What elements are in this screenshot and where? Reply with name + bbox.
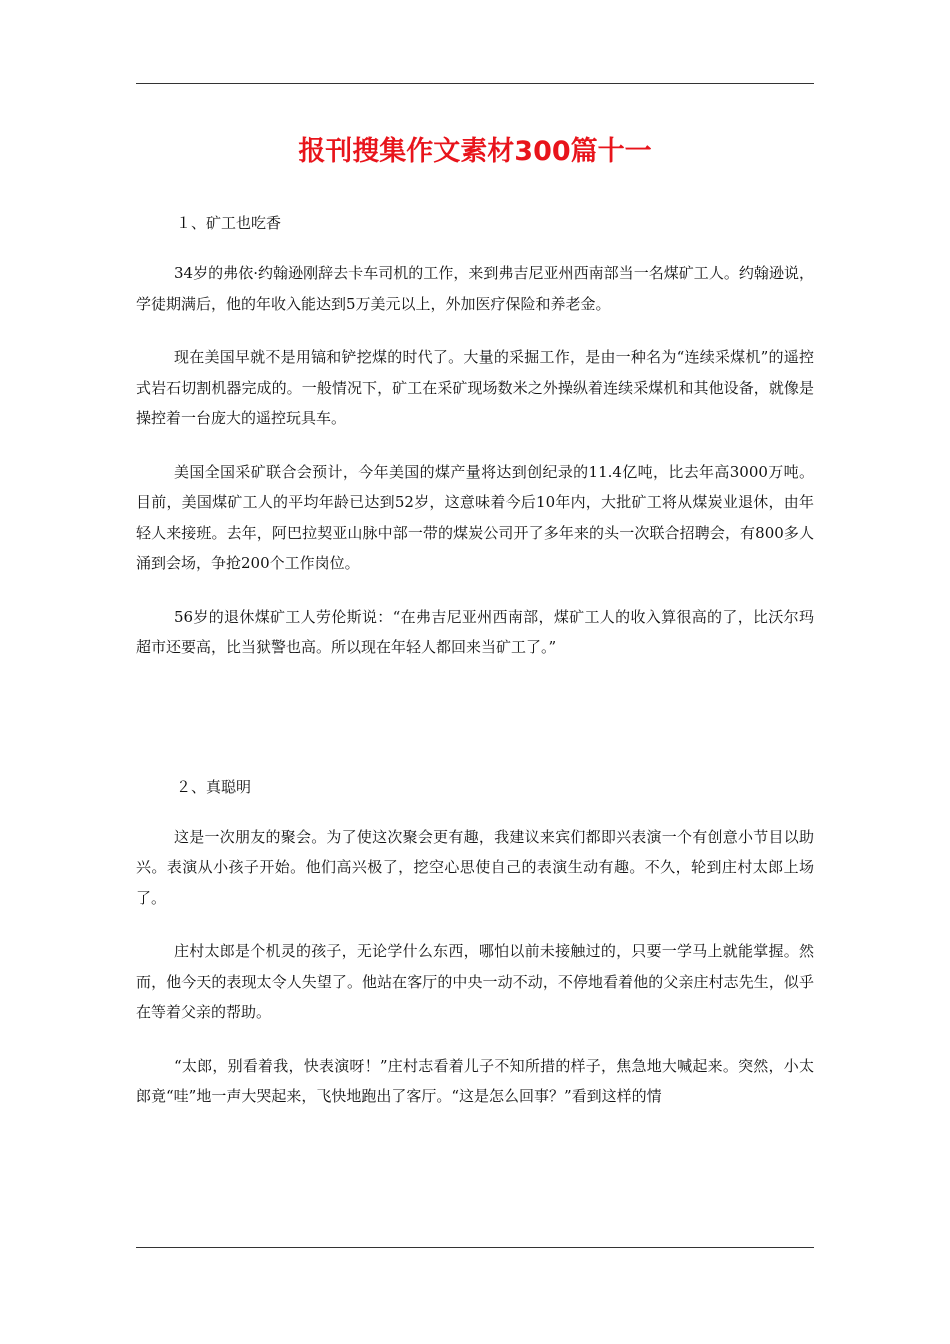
article-body	[136, 208, 814, 1112]
paragraph: 56岁的退休煤矿工人劳伦斯说：“在弗吉尼亚州西南部，煤矿工人的收入算很高的了，比沃尔玛超市还要高，比当狱警也高。所以现在年轻人都回来当矿工了。”	[136, 607, 814, 656]
section-heading-2: ２、真聪明	[176, 777, 252, 796]
paragraph: 现在美国早就不是用镐和铲挖煤的时代了。大量的采掘工作，是由一种名为“连续采煤机”的遥控式岩石切割机器完成的。一般情况下，矿工在采矿现场数米之外操纵着连续采煤机和其他设备，就像是操控着一台庞大的遥控玩具车。	[136, 348, 814, 427]
section-heading-1: １、矿工也吃香	[176, 214, 282, 232]
paragraph: 庄村太郎是个机灵的孩子，无论学什么东西，哪怕以前未接触过的，只要一学马上就能掌握。然而，他今天的表现太令人失望了。他站在客厅的中央一动不动，不停地看着他的父亲庄村志先生，似乎在等着父亲的帮助。	[136, 942, 814, 1021]
paragraph: 这是一次朋友的聚会。为了使这次聚会更有趣，我建议来宾们都即兴表演一个有创意小节目以助兴。表演从小孩子开始。他们高兴极了，挖空心思使自己的表演生动有趣。不久，轮到庄村太郎上场了。	[136, 827, 814, 907]
paragraph: 34岁的弗依·约翰逊刚辞去卡车司机的工作，来到弗吉尼亚州西南部当一名煤矿工人。约翰逊说，学徒期满后，他的年收入能达到5万美元以上，外加医疗保险和养老金。	[136, 264, 814, 313]
header-rule	[136, 83, 814, 84]
page-title: 报刊搜集作文素材300篇十一	[298, 136, 652, 167]
paragraph: 美国全国采矿联合会预计，今年美国的煤产量将达到创纪录的11.4亿吨，比去年高3000万吨。目前，美国煤矿工人的平均年龄已达到52岁，这意味着今后10年内，大批矿工将从煤炭业退休，由年轻人来接班。去年，阿巴拉契亚山脉中部一带的煤炭公司开了多年来的头一次联合招聘会，有800多人涌到会场，争抢200个工作岗位。	[136, 462, 814, 572]
paragraph: “太郎，别看着我，快表演呀！”庄村志看着儿子不知所措的样子，焦急地大喊起来。突然，小太郎竟“哇”地一声大哭起来，飞快地跑出了客厅。“这是怎么回事？”看到这样的情	[136, 1056, 814, 1105]
footer-rule	[136, 1247, 814, 1248]
